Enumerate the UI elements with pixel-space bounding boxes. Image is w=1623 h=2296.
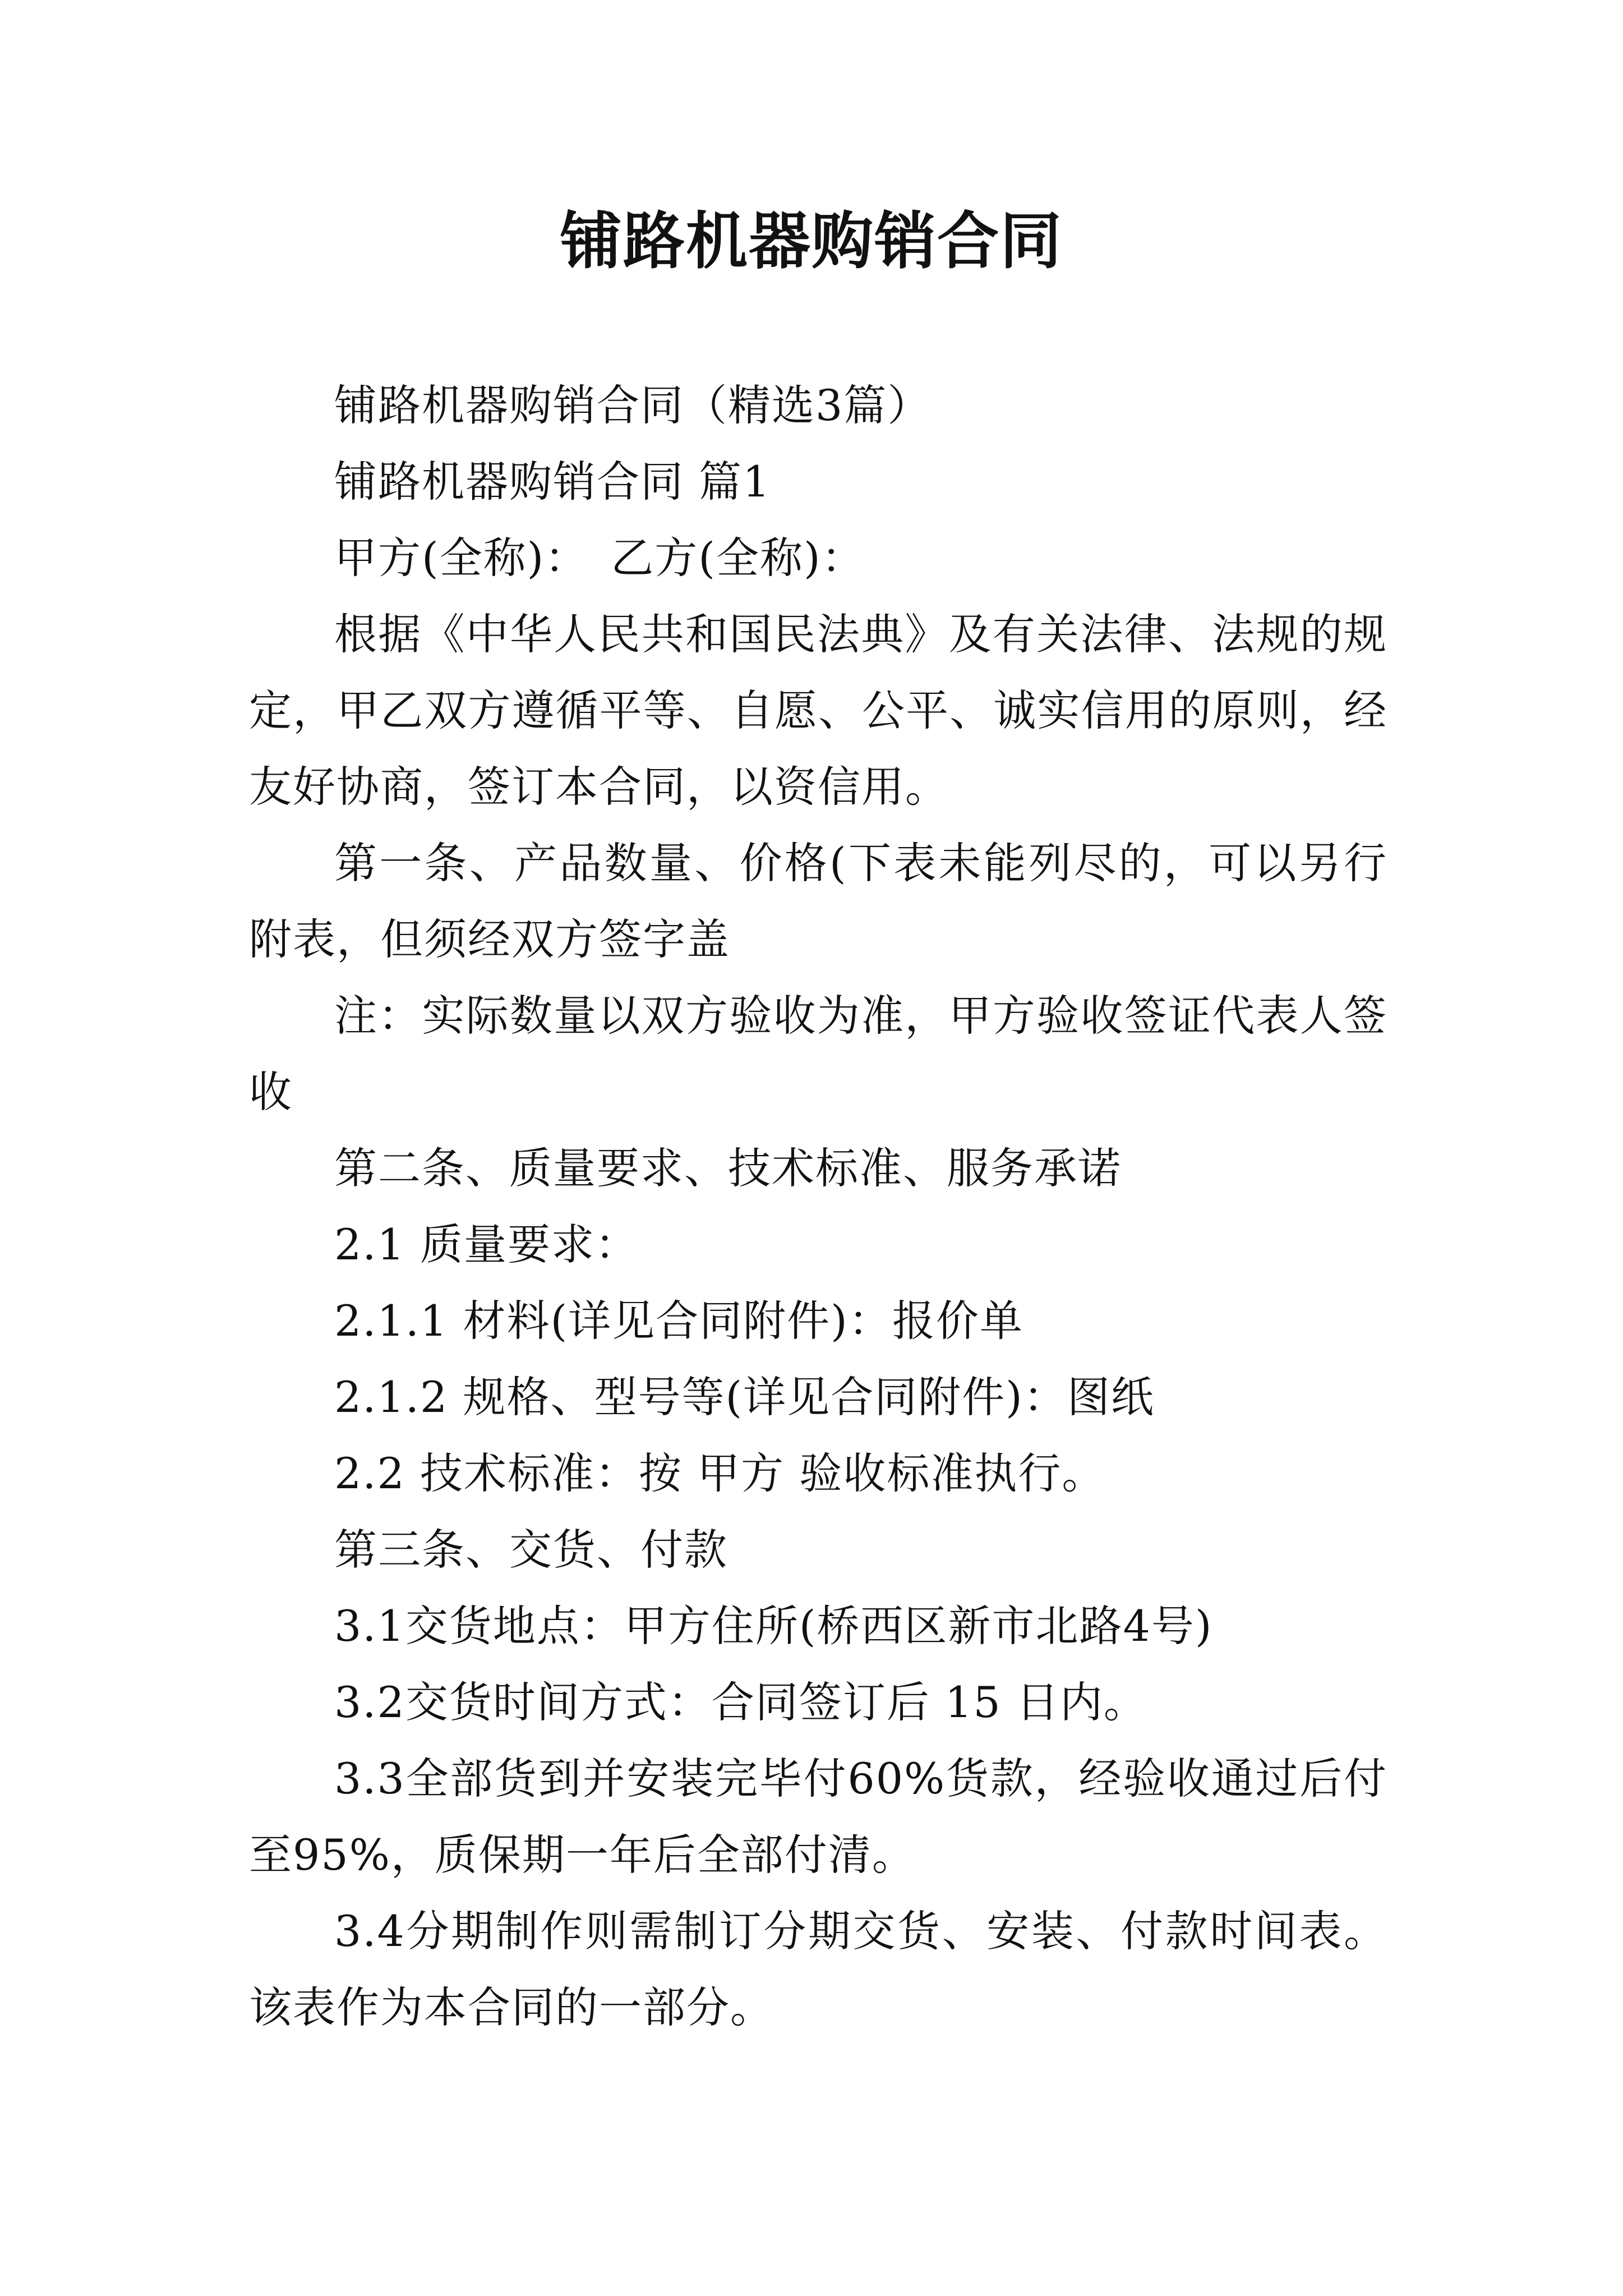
paragraph-3-4: 3.4分期制作则需制订分期交货、安装、付款时间表。该表作为本合同的一部分。 xyxy=(249,1906,1387,2032)
paragraph-preamble: 根据《中华人民共和国民法典》及有关法律、法规的规定，甲乙双方遵循平等、自愿、公平、诚实信用的原则，经友好协商，签订本合同，以资信用。 xyxy=(249,609,1387,812)
document-title: 铺路机器购销合同 xyxy=(560,205,1063,277)
paragraph-2-1: 2.1 质量要求： xyxy=(334,1220,639,1269)
paragraph-article-2: 第二条、质量要求、技术标准、服务承诺 xyxy=(334,1143,1122,1193)
paragraph-section-heading: 铺路机器购销合同 篇1 xyxy=(334,457,771,507)
paragraph-article-1: 第一条、产品数量、价格(下表未能列尽的，可以另行附表，但须经双方签字盖 xyxy=(249,838,1387,964)
paragraph-2-1-1: 2.1.1 材料(详见合同附件)：报价单 xyxy=(334,1296,1023,1346)
paragraph-3-2: 3.2交货时间方式：合同签订后 15 日内。 xyxy=(334,1677,1147,1727)
paragraph-parties: 甲方(全称)： 乙方(全称)： xyxy=(334,533,865,583)
paragraph-note: 注：实际数量以双方验收为准，甲方验收签证代表人签收 xyxy=(249,991,1387,1117)
paragraph-subtitle: 铺路机器购销合同（精选3篇） xyxy=(334,380,932,430)
document-body xyxy=(249,367,1387,2046)
paragraph-2-2: 2.2 技术标准：按 甲方 验收标准执行。 xyxy=(334,1448,1106,1498)
paragraph-3-1: 3.1交货地点：甲方住所(桥西区新市北路4号) xyxy=(334,1601,1213,1651)
paragraph-3-3: 3.3全部货到并安装完毕付60%货款，经验收通过后付至95%，质保期一年后全部付清。 xyxy=(249,1754,1387,1880)
paragraph-2-1-2: 2.1.2 规格、型号等(详见合同附件)：图纸 xyxy=(334,1372,1155,1422)
paragraph-article-3: 第三条、交货、付款 xyxy=(334,1525,728,1575)
